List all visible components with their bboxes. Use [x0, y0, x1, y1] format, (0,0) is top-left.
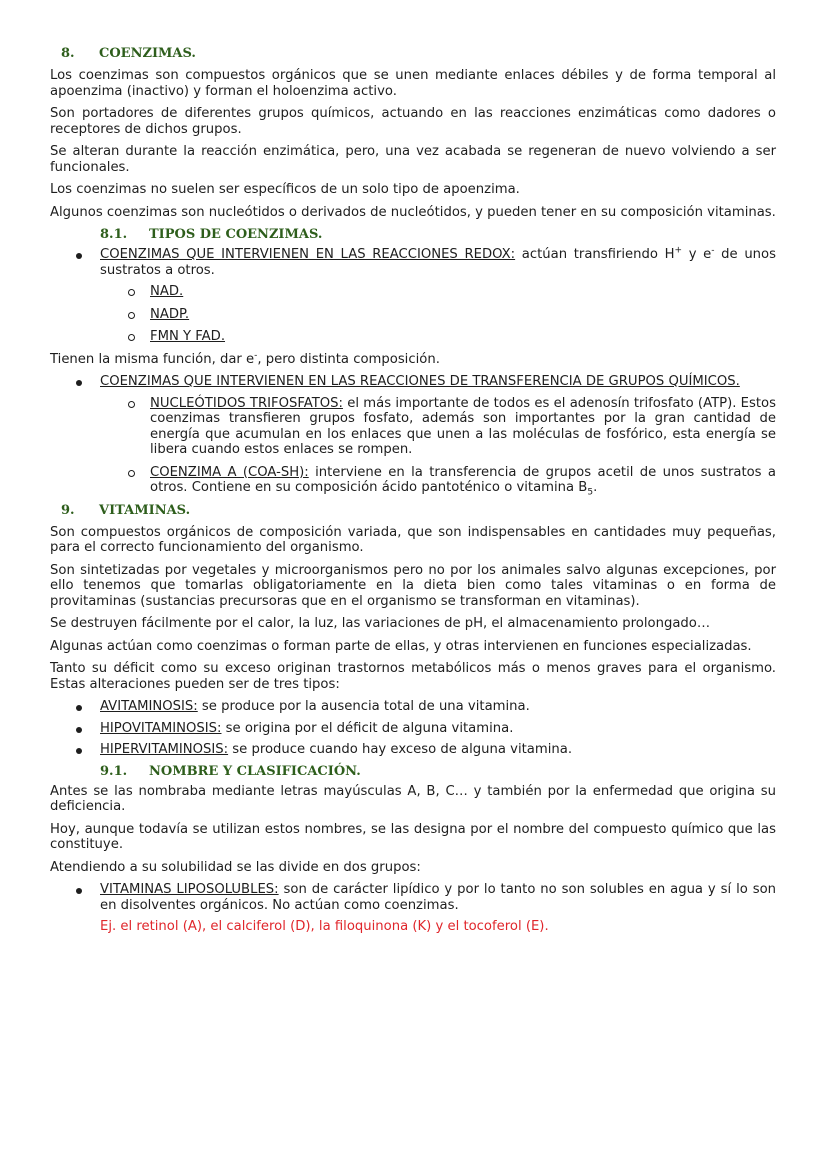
paragraph: Tienen la misma función, dar e-, pero distinta composición. [50, 350, 440, 367]
list-item-liposolubles: VITAMINAS LIPOSOLUBLES: son de carácter lipídico y por lo tanto no son solubles en agua y sí lo son en disolventes orgánicos. No actúan como coenzimas. [50, 882, 776, 913]
list-item-atp: NUCLEÓTIDOS TRIFOSFATOS: el más importante de todos es el adenosín trifosfato (ATP). Estos coenzimas transfieren grupos fosfato, además son importantes por la gran cantidad de energía que acumulan en los enlaces que unen a las moléculas de fosfórico, esta energía se libera cuando estos enlaces se rompen. [100, 396, 776, 458]
example-text: Ej. el retinol (A), el calciferol (D), la filoquinona (K) y el tocoferol (E). [100, 919, 549, 934]
paragraph: Son compuestos orgánicos de composición variada, que son indispensables en cantidades muy pequeñas, para el correcto funcionamiento del organismo. [50, 524, 776, 555]
paragraph: Hoy, aunque todavía se utilizan estos nombres, se las designa por el nombre del compuesto químico que las constituye. [50, 821, 776, 852]
subsection-title: TIPOS DE COENZIMAS. [149, 227, 323, 242]
list-item-coa: COENZIMA A (COA-SH): interviene en la transferencia de grupos acetil de unos sustratos a otros. Contiene en su composición ácido pantoténico o vitamina $B_5$. [100, 465, 776, 496]
paragraph: Son sintetizadas por vegetales y microorganismos pero no por los animales salvo algunas excepciones, por ello tenemos que tomarlas obligatoriamente en la dieta bien como tales vitaminas o en forma de provitaminas (sustancias precursoras que en el organismo se transforman en vitaminas). [50, 562, 776, 609]
section-heading-coenzimas [50, 46, 776, 64]
paragraph: Tanto su déficit como su exceso originan trastornos metabólicos más o menos graves para el organismo. Estas alteraciones pueden ser de tres tipos: [50, 661, 776, 692]
section-title: COENZIMAS. [99, 46, 196, 61]
term: HIPOVITAMINOSIS: [100, 720, 222, 736]
section-title: VITAMINAS. [99, 502, 191, 518]
subsection-heading-tipos [50, 227, 776, 244]
paragraph: Los coenzimas son compuestos orgánicos que se unen mediante enlaces débiles y de forma temporal al apoenzima (inactivo) y forman el holoenzima activo. [50, 68, 776, 99]
list-item: NADP. [100, 307, 776, 323]
bullet-list [50, 882, 776, 913]
section-heading-vitaminas [50, 503, 776, 521]
paragraph: Algunos coenzimas son nucleótidos o derivados de nucleótidos, y pueden tener en su composición vitaminas. [50, 204, 776, 220]
bullet-list [50, 374, 776, 496]
term: COENZIMA A (COA-SH): [150, 464, 309, 480]
paragraph: Se alteran durante la reacción enzimática, pero, una vez acabada se regeneran de nuevo volviendo a ser funcionales. [50, 144, 776, 175]
paragraph: Se destruyen fácilmente por el calor, la luz, las variaciones de pH, el almacenamiento prolongado… [50, 616, 711, 631]
bullet-list [50, 247, 776, 345]
list-item: HIPERVITAMINOSIS: se produce cuando hay exceso de alguna vitamina. [50, 742, 776, 758]
subsection-number: 9.1. [100, 763, 128, 779]
list-item: FMN Y FAD. [100, 329, 776, 345]
term: HIPERVITAMINOSIS: [100, 742, 229, 757]
subsection-heading-nombre [50, 764, 776, 781]
paragraph: Son portadores de diferentes grupos químicos, actuando en las reacciones enzimáticas como dadores o receptores de dichos grupos. [50, 106, 776, 137]
term: COENZIMAS QUE INTERVIENEN EN LAS REACCIONES DE TRANSFERENCIA DE GRUPOS QUÍMICOS. [100, 374, 740, 389]
bullet-list-alteraciones [50, 699, 776, 758]
paragraph: Los coenzimas no suelen ser específicos de un solo tipo de apoenzima. [50, 182, 520, 197]
section-number: 8. [61, 46, 75, 61]
list-item: HIPOVITAMINOSIS: se origina por el déficit de alguna vitamina. [50, 721, 776, 737]
list-item: AVITAMINOSIS: se produce por la ausencia total de una vitamina. [50, 699, 776, 715]
paragraph: Antes se las nombraba mediante letras mayúsculas A, B, C… y también por la enfermedad que origina su deficiencia. [50, 783, 776, 814]
list-item: NAD. [100, 284, 776, 300]
document-page [50, 46, 776, 935]
list-item-transfer [50, 374, 776, 496]
section-number: 9. [61, 502, 75, 518]
paragraph: Algunas actúan como coenzimas o forman parte de ellas, y otras intervienen en funciones especializadas. [50, 638, 752, 654]
paragraph: Atendiendo a su solubilidad se las divide en dos grupos: [50, 859, 421, 875]
list-item-redox: COENZIMAS QUE INTERVIENEN EN LAS REACCIONES REDOX: actúan transfiriendo H+ y e- de unos sustratos a otros. NAD. NADP. FMN Y FAD. [50, 247, 776, 345]
term: AVITAMINOSIS: [100, 699, 198, 714]
term: VITAMINAS LIPOSOLUBLES: [100, 882, 279, 897]
term: NUCLEÓTIDOS TRIFOSFATOS: [150, 395, 343, 411]
sub-list [100, 396, 776, 496]
sub-list [100, 284, 776, 345]
subsection-title: NOMBRE Y CLASIFICACIÓN. [149, 763, 361, 779]
subsection-number: 8.1. [100, 227, 128, 242]
term: COENZIMAS QUE INTERVIENEN EN LAS REACCIONES REDOX: [100, 247, 516, 262]
